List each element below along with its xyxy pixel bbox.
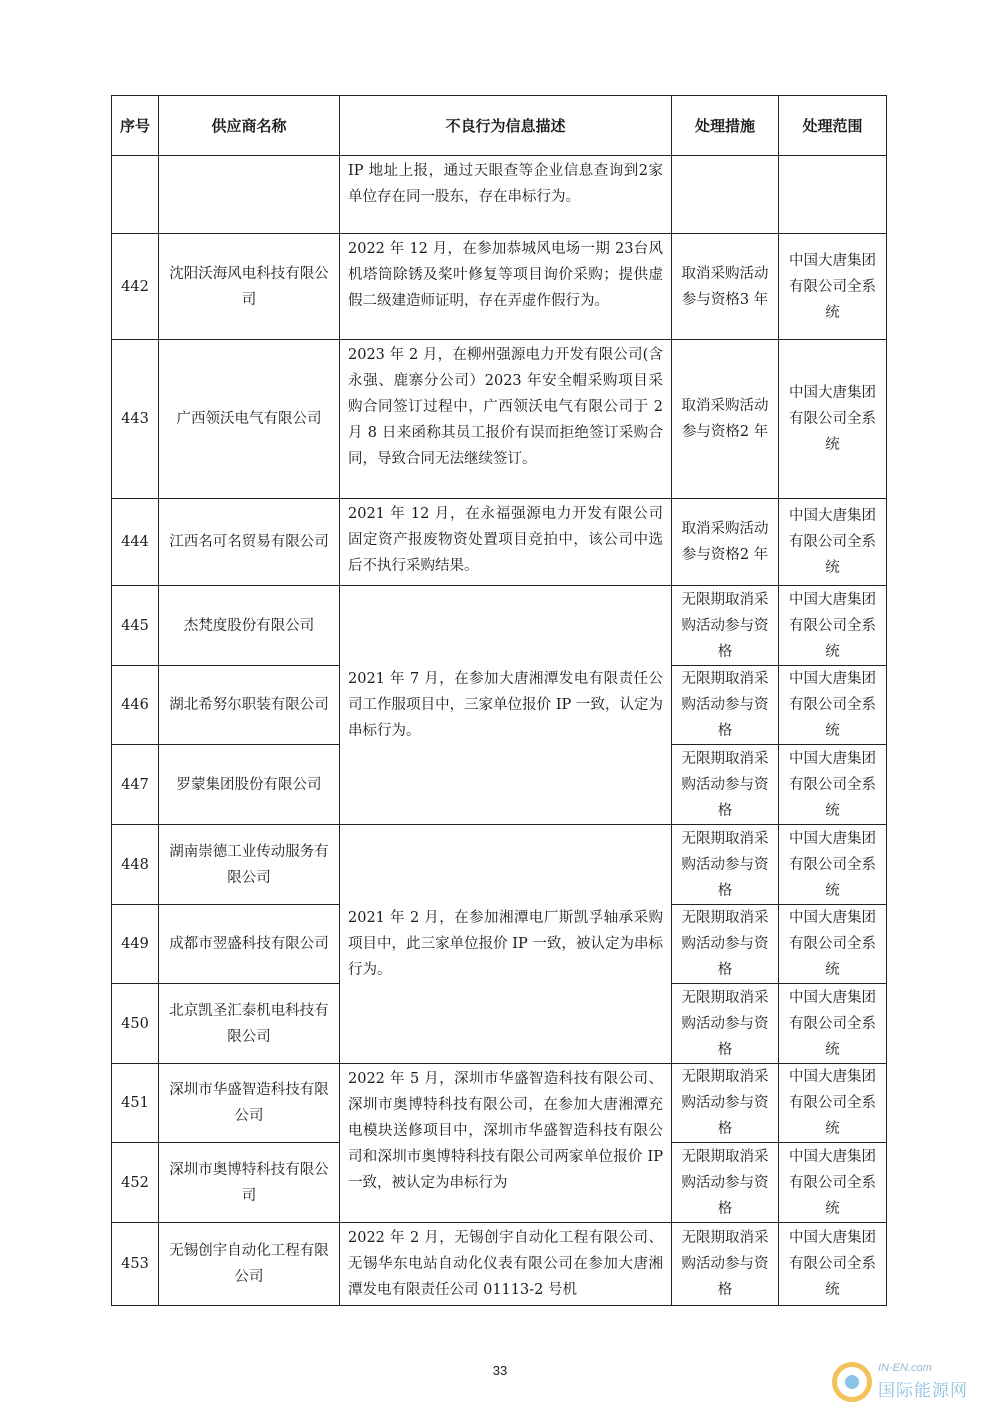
table-row: [112, 499, 887, 586]
table-row: [112, 586, 887, 666]
cell-no: [112, 156, 159, 234]
watermark-top-text: IN-EN.com: [878, 1362, 932, 1374]
cell-name: 罗蒙集团股份有限公司: [159, 745, 340, 825]
header-measure: 处理措施: [672, 96, 779, 156]
cell-measure: 无限期取消采购活动参与资格: [672, 1143, 779, 1223]
cell-no: 445: [112, 586, 159, 666]
violation-table: [111, 95, 887, 1306]
cell-measure: 无限期取消采购活动参与资格: [672, 1064, 779, 1143]
cell-desc: IP 地址上报，通过天眼查等企业信息查询到2家单位存在同一股东，存在串标行为。: [340, 156, 672, 234]
cell-measure: 取消采购活动参与资格2 年: [672, 340, 779, 499]
cell-measure: 无限期取消采购活动参与资格: [672, 586, 779, 666]
cell-scope: 中国大唐集团有限公司全系统: [779, 1143, 887, 1223]
cell-scope: 中国大唐集团有限公司全系统: [779, 340, 887, 499]
cell-no: 449: [112, 905, 159, 984]
cell-scope: 中国大唐集团有限公司全系统: [779, 825, 887, 905]
cell-no: 453: [112, 1223, 159, 1306]
cell-name: 成都市翌盛科技有限公司: [159, 905, 340, 984]
cell-name: 深圳市奥博特科技有限公司: [159, 1143, 340, 1223]
watermark-logo: [832, 1360, 982, 1404]
cell-desc-group: 2021 年 7 月，在参加大唐湘潭发电有限责任公司工作服项目中，三家单位报价 IP 一致，认定为串标行为。: [340, 586, 672, 825]
document-page: [111, 95, 886, 1306]
cell-no: 451: [112, 1064, 159, 1143]
cell-name: 江西名可名贸易有限公司: [159, 499, 340, 586]
cell-scope: [779, 156, 887, 234]
cell-name: 杰梵度股份有限公司: [159, 586, 340, 666]
cell-name: [159, 156, 340, 234]
cell-no: 447: [112, 745, 159, 825]
cell-name: 湖南崇德工业传动服务有限公司: [159, 825, 340, 905]
cell-name: 沈阳沃海风电科技有限公司: [159, 234, 340, 340]
cell-no: 442: [112, 234, 159, 340]
watermark-cn-text: 国际能源网: [878, 1381, 968, 1401]
cell-no: 450: [112, 984, 159, 1064]
table-row-continuation: [112, 156, 887, 234]
cell-scope: 中国大唐集团有限公司全系统: [779, 984, 887, 1064]
cell-measure: 无限期取消采购活动参与资格: [672, 745, 779, 825]
cell-measure: 无限期取消采购活动参与资格: [672, 984, 779, 1064]
cell-name: 湖北希努尔职装有限公司: [159, 666, 340, 745]
cell-scope: 中国大唐集团有限公司全系统: [779, 234, 887, 340]
table-row: [112, 234, 887, 340]
cell-desc: 2023 年 2 月，在柳州强源电力开发有限公司(含永强、鹿寨分公司）2023 年安全帽采购项目采购合同签订过程中，广西领沃电气有限公司于 2 月 8 日来函称其员工报价有误而拒绝签订采购合同，导致合同无法继续签订。: [340, 340, 672, 499]
page-number: 33: [492, 1363, 508, 1378]
cell-scope: 中国大唐集团有限公司全系统: [779, 745, 887, 825]
table-header-row: [112, 96, 887, 156]
sun-icon: [832, 1362, 872, 1402]
cell-scope: 中国大唐集团有限公司全系统: [779, 905, 887, 984]
cell-name: 广西领沃电气有限公司: [159, 340, 340, 499]
cell-scope: 中国大唐集团有限公司全系统: [779, 1064, 887, 1143]
cell-no: 443: [112, 340, 159, 499]
cell-scope: 中国大唐集团有限公司全系统: [779, 1223, 887, 1306]
cell-measure: 无限期取消采购活动参与资格: [672, 825, 779, 905]
cell-no: 448: [112, 825, 159, 905]
cell-no: 452: [112, 1143, 159, 1223]
cell-name: 深圳市华盛智造科技有限公司: [159, 1064, 340, 1143]
header-name: 供应商名称: [159, 96, 340, 156]
cell-name: 无锡创宇自动化工程有限公司: [159, 1223, 340, 1306]
cell-scope: 中国大唐集团有限公司全系统: [779, 586, 887, 666]
cell-desc-group: 2022 年 5 月，深圳市华盛智造科技有限公司、深圳市奥博特科技有限公司，在参加大唐湘潭充电模块送修项目中，深圳市华盛智造科技有限公司和深圳市奥博特科技有限公司两家单位报价 IP 一致，被认定为串标行为: [340, 1064, 672, 1223]
table-row: [112, 340, 887, 499]
header-desc: 不良行为信息描述: [340, 96, 672, 156]
table-row: [112, 1064, 887, 1143]
cell-measure: 无限期取消采购活动参与资格: [672, 905, 779, 984]
cell-desc: 2022 年 2 月，无锡创宇自动化工程有限公司、无锡华东电站自动化仪表有限公司在参加大唐湘潭发电有限责任公司 01113-2 号机: [340, 1223, 672, 1306]
cell-name: 北京凯圣汇泰机电科技有限公司: [159, 984, 340, 1064]
header-scope: 处理范围: [779, 96, 887, 156]
cell-measure: 无限期取消采购活动参与资格: [672, 1223, 779, 1306]
table-row: [112, 1223, 887, 1306]
header-no: 序号: [112, 96, 159, 156]
cell-desc-group: 2021 年 2 月，在参加湘潭电厂斯凯孚轴承采购项目中，此三家单位报价 IP 一致，被认定为串标行为。: [340, 825, 672, 1064]
cell-measure: 无限期取消采购活动参与资格: [672, 666, 779, 745]
cell-measure: 取消采购活动参与资格2 年: [672, 499, 779, 586]
cell-desc: 2022 年 12 月，在参加恭城风电场一期 23台风机塔筒除锈及桨叶修复等项目询价采购；提供虚假二级建造师证明，存在弄虚作假行为。: [340, 234, 672, 340]
cell-scope: 中国大唐集团有限公司全系统: [779, 499, 887, 586]
cell-no: 446: [112, 666, 159, 745]
cell-measure: [672, 156, 779, 234]
cell-measure: 取消采购活动参与资格3 年: [672, 234, 779, 340]
cell-scope: 中国大唐集团有限公司全系统: [779, 666, 887, 745]
cell-desc: 2021 年 12 月，在永福强源电力开发有限公司固定资产报废物资处置项目竞拍中，该公司中选后不执行采购结果。: [340, 499, 672, 586]
table-row: [112, 825, 887, 905]
cell-no: 444: [112, 499, 159, 586]
